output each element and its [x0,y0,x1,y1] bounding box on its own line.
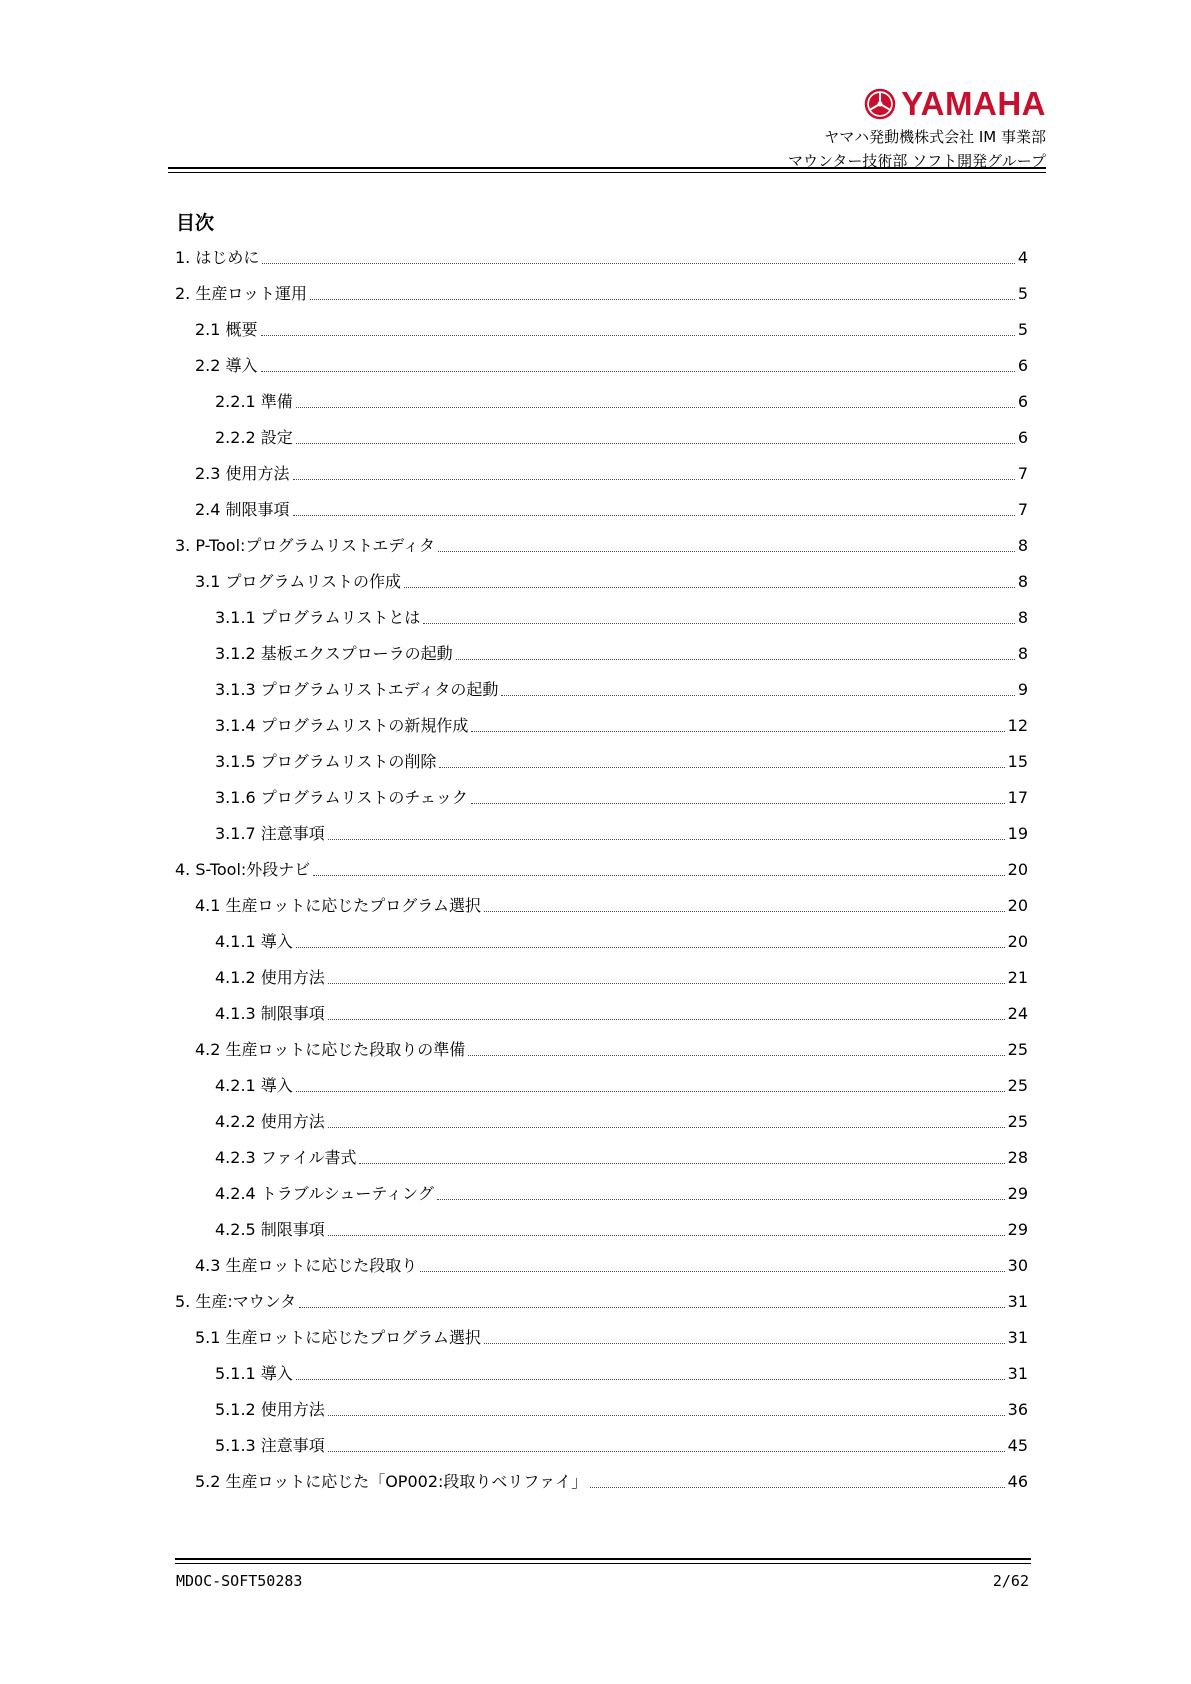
toc-entry[interactable] [175,384,1028,420]
toc-dot-leader [310,298,1015,300]
toc-dot-leader [328,1450,1005,1452]
toc-dot-leader [328,1234,1005,1236]
toc-entry-number: 5.1.1 [215,1364,261,1383]
yamaha-logo [863,86,1046,122]
toc-entry-number: 4.1.3 [215,1004,261,1023]
toc-entry-title: 使用方法 [225,464,290,483]
toc-entry-page: 19 [1007,824,1028,843]
toc-entry-title: 生産ロットに応じた段取り [225,1256,418,1275]
toc-entry-number: 3.1.5 [215,752,261,771]
toc-dot-leader [404,586,1015,588]
toc-entry-title: プログラムリストのチェック [260,788,468,807]
toc-dot-leader [296,406,1015,408]
toc-entry-number: 2.2.1 [215,392,261,411]
toc-entry[interactable] [175,348,1028,384]
toc-entry[interactable] [175,1428,1028,1464]
toc-entry-title: 制限事項 [225,500,290,519]
toc-entry-page: 31 [1007,1328,1028,1347]
toc-entry-number: 2.1 [195,320,226,339]
toc-dot-leader [359,1162,1004,1164]
toc-entry-number: 4.2.1 [215,1076,261,1095]
toc-entry[interactable] [175,1140,1028,1176]
toc-entry-page: 21 [1007,968,1028,987]
toc-entry-number: 2.2.2 [215,428,261,447]
toc-entry[interactable] [175,276,1028,312]
toc-entry-title: 生産:マウンタ [195,1292,297,1311]
toc-entry-number: 2. [175,284,196,303]
toc-entry-title: トラブルシューティング [260,1184,434,1203]
toc-entry[interactable] [175,1104,1028,1140]
toc-entry-title: 設定 [260,428,293,447]
toc-entry-title: 使用方法 [260,1400,325,1419]
toc-entry-title: 制限事項 [260,1004,325,1023]
toc-dot-leader [296,442,1015,444]
toc-entry-title: 制限事項 [260,1220,325,1239]
toc-entry-number: 3.1.4 [215,716,261,735]
toc-entry-number: 4.3 [195,1256,226,1275]
toc-entry-page: 20 [1007,932,1028,951]
toc-entry-title: 生産ロットに応じた「OP002:段取りベリファイ」 [225,1472,588,1491]
toc-entry[interactable] [175,960,1028,996]
toc-entry[interactable] [175,672,1028,708]
toc-entry[interactable] [175,420,1028,456]
toc-entry-page: 31 [1007,1292,1028,1311]
toc-entry-page: 28 [1007,1148,1028,1167]
toc-entry-page: 6 [1017,356,1028,375]
toc-dot-leader [328,982,1005,984]
toc-entry[interactable] [175,456,1028,492]
toc-entry-page: 5 [1017,284,1028,303]
toc-entry-title: 注意事項 [260,824,325,843]
toc-entry-title: ファイル書式 [260,1148,357,1167]
toc-entry-page: 29 [1007,1220,1028,1239]
toc-entry-title: 使用方法 [260,968,325,987]
toc-entry-page: 20 [1007,860,1028,879]
toc-entry-number: 4.1 [195,896,226,915]
toc-entry-title: 概要 [225,320,258,339]
toc-entry-number: 3.1 [195,572,226,591]
toc-entry[interactable] [175,780,1028,816]
toc-dot-leader [262,262,1014,264]
document-id: MDOC-SOFT50283 [176,1572,303,1590]
toc-entry-number: 2.2 [195,356,226,375]
footer-rule-thin [175,1563,1031,1564]
toc-entry[interactable] [175,1356,1028,1392]
toc-entry-page: 5 [1017,320,1028,339]
toc-entry[interactable] [175,1392,1028,1428]
toc-entry-page: 20 [1007,896,1028,915]
toc-dot-leader [423,622,1014,624]
toc-entry-page: 7 [1017,464,1028,483]
toc-entry-number: 3.1.2 [215,644,261,663]
toc-entry-title: 準備 [260,392,293,411]
toc-title: 目次 [176,212,215,234]
toc-entry-title: プログラムリストの新規作成 [260,716,469,735]
toc-entry-number: 3.1.3 [215,680,261,699]
toc-entry-number: 3.1.7 [215,824,261,843]
toc-entry[interactable] [175,528,1028,564]
toc-dot-leader [437,1198,1005,1200]
toc-entry-title: 導入 [260,1076,293,1095]
department-name: マウンター技術部 ソフト開発グループ [788,152,1046,170]
toc-entry-title: はじめに [195,248,260,267]
toc-entry-title: 生産ロットに応じたプログラム選択 [225,896,482,915]
toc-entry-number: 5.1.3 [215,1436,261,1455]
toc-entry-number: 2.3 [195,464,226,483]
toc-entry[interactable] [175,312,1028,348]
toc-dot-leader [328,838,1005,840]
logo-text: YAMAHA [901,85,1046,122]
toc-entry-title: 生産ロットに応じた段取りの準備 [225,1040,466,1059]
toc-entry-page: 30 [1007,1256,1028,1275]
toc-dot-leader [590,1486,1005,1488]
toc-entry-page: 15 [1007,752,1028,771]
toc-entry-title: プログラムリストの作成 [225,572,402,591]
toc-dot-leader [501,694,1014,696]
toc-entry-number: 4.2.5 [215,1220,261,1239]
toc-dot-leader [468,1054,1004,1056]
table-of-contents [175,240,1028,1500]
toc-entry-page: 7 [1017,500,1028,519]
toc-entry-title: 基板エクスプローラの起動 [260,644,453,663]
toc-entry[interactable] [175,600,1028,636]
toc-entry[interactable] [175,492,1028,528]
toc-entry-title: プログラムリストとは [260,608,421,627]
toc-entry-page: 25 [1007,1040,1028,1059]
toc-entry-page: 8 [1017,572,1028,591]
toc-entry-number: 5. [175,1292,196,1311]
toc-entry-page: 36 [1007,1400,1028,1419]
toc-entry[interactable] [175,816,1028,852]
toc-entry-title: 注意事項 [260,1436,325,1455]
toc-entry-page: 24 [1007,1004,1028,1023]
toc-entry[interactable] [175,636,1028,672]
toc-entry-number: 4.1.1 [215,932,261,951]
toc-entry[interactable] [175,852,1028,888]
toc-entry-title: プログラムリストの削除 [260,752,437,771]
toc-entry-title: S-Tool:外段ナビ [195,860,311,879]
toc-entry-page: 9 [1017,680,1028,699]
toc-dot-leader [420,1270,1004,1272]
toc-dot-leader [484,910,1005,912]
toc-dot-leader [484,1342,1005,1344]
toc-entry[interactable] [175,1284,1028,1320]
toc-dot-leader [296,1378,1005,1380]
page-header [788,86,1046,173]
toc-entry[interactable] [175,996,1028,1032]
toc-entry-number: 1. [175,248,196,267]
toc-entry-page: 8 [1017,608,1028,627]
toc-entry-page: 45 [1007,1436,1028,1455]
toc-dot-leader [296,1090,1005,1092]
toc-entry-number: 4.2.4 [215,1184,261,1203]
toc-entry[interactable] [175,1248,1028,1284]
toc-entry-page: 4 [1017,248,1028,267]
toc-entry-number: 3.1.1 [215,608,261,627]
page-number: 2/62 [992,1572,1029,1590]
toc-entry-number: 4.2 [195,1040,226,1059]
toc-dot-leader [293,478,1015,480]
header-rule-thin [168,172,1046,173]
tuning-fork-emblem-icon [863,87,897,121]
toc-entry-number: 2.4 [195,500,226,519]
toc-entry-title: P-Tool:プログラムリストエディタ [195,536,436,555]
toc-entry-page: 6 [1017,392,1028,411]
toc-entry[interactable] [175,1032,1028,1068]
toc-dot-leader [261,370,1015,372]
toc-entry-page: 8 [1017,644,1028,663]
toc-entry-number: 3. [175,536,196,555]
toc-entry-page: 6 [1017,428,1028,447]
toc-entry[interactable] [175,1212,1028,1248]
toc-entry[interactable] [175,1176,1028,1212]
toc-dot-leader [471,802,1005,804]
toc-entry[interactable] [175,708,1028,744]
toc-entry-page: 29 [1007,1184,1028,1203]
toc-dot-leader [328,1414,1005,1416]
toc-entry[interactable] [175,1464,1028,1500]
toc-entry[interactable] [175,888,1028,924]
footer-rule [175,1558,1031,1560]
toc-entry-title: 導入 [225,356,258,375]
toc-entry-number: 4.2.3 [215,1148,261,1167]
toc-entry-title: 導入 [260,932,293,951]
toc-dot-leader [439,766,1004,768]
toc-entry-page: 12 [1007,716,1028,735]
toc-entry-title: 使用方法 [260,1112,325,1131]
toc-dot-leader [471,730,1004,732]
toc-dot-leader [296,946,1005,948]
toc-dot-leader [438,550,1015,552]
toc-entry[interactable] [175,924,1028,960]
toc-entry[interactable] [175,240,1028,276]
toc-entry-title: 生産ロットに応じたプログラム選択 [225,1328,482,1347]
toc-entry-number: 5.1.2 [215,1400,261,1419]
toc-entry-page: 25 [1007,1112,1028,1131]
toc-dot-leader [313,874,1004,876]
toc-entry-number: 5.1 [195,1328,226,1347]
toc-entry-number: 4.1.2 [215,968,261,987]
toc-dot-leader [456,658,1015,660]
toc-entry-title: 導入 [260,1364,293,1383]
company-name: ヤマハ発動機株式会社 IM 事業部 [824,128,1046,146]
toc-entry-title: プログラムリストエディタの起動 [260,680,499,699]
toc-dot-leader [328,1126,1005,1128]
toc-dot-leader [293,514,1015,516]
toc-entry[interactable] [175,1320,1028,1356]
toc-entry-page: 25 [1007,1076,1028,1095]
toc-entry-page: 31 [1007,1364,1028,1383]
toc-dot-leader [261,334,1015,336]
toc-dot-leader [328,1018,1005,1020]
toc-entry-number: 4.2.2 [215,1112,261,1131]
toc-entry-number: 4. [175,860,196,879]
header-rule [168,167,1046,169]
toc-entry-page: 8 [1017,536,1028,555]
toc-entry[interactable] [175,1068,1028,1104]
toc-dot-leader [299,1306,1005,1308]
toc-entry-page: 46 [1007,1472,1028,1491]
toc-entry-number: 5.2 [195,1472,226,1491]
toc-entry-title: 生産ロット運用 [195,284,308,303]
toc-entry-number: 3.1.6 [215,788,261,807]
toc-entry-page: 17 [1007,788,1028,807]
toc-entry[interactable] [175,744,1028,780]
toc-entry[interactable] [175,564,1028,600]
